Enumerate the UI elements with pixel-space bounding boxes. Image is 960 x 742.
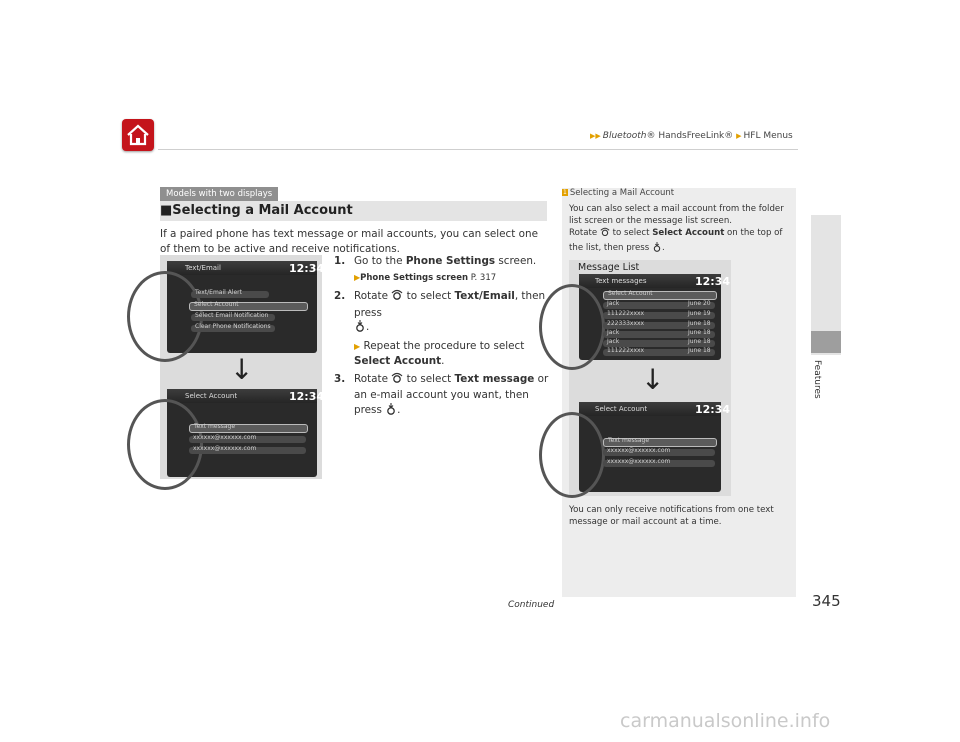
screen-clock: 12:34: [695, 403, 731, 416]
select-account-row[interactable]: Select Account: [608, 290, 653, 297]
note-heading: [562, 188, 674, 198]
step-bold: Text/Email: [454, 290, 515, 302]
step-bold: Text message: [454, 372, 535, 385]
note-paragraph: You can also select a mail account from the folder list screen or the message list screen.: [569, 204, 784, 227]
home-icon[interactable]: [122, 119, 154, 151]
step-text: Rotate: [354, 290, 392, 302]
models-tag: Models with two displays: [160, 187, 278, 202]
note-paragraph: on the top of the list, then press: [569, 228, 783, 253]
watermark: carmanualsonline.info: [620, 710, 831, 732]
step-number: 2.: [334, 290, 346, 302]
reference-page: P. 317: [468, 272, 497, 283]
screen-title: Text/Email: [185, 264, 221, 272]
step-3: 3. Rotate to select Text message or an e-mail account you want, then press .: [334, 372, 549, 420]
message-sender[interactable]: Jack: [607, 338, 620, 345]
header-divider: [158, 149, 798, 150]
menu-item[interactable]: Clear Phone Notifications: [195, 323, 271, 330]
note-bold: Select Account: [652, 228, 725, 239]
message-list-figure: [569, 260, 731, 496]
continued-label: Continued: [508, 600, 555, 610]
screen-clock: 12:34: [289, 262, 325, 275]
left-figure: [160, 255, 325, 479]
message-date: June 18: [688, 329, 711, 336]
knob-arc: [127, 399, 203, 490]
steps-list: [334, 254, 549, 419]
rotate-knob-icon: [391, 372, 403, 389]
step-text: Rotate: [354, 372, 392, 385]
house-icon: [122, 119, 154, 151]
side-tab-text: Features: [812, 360, 822, 399]
step-bold: Select Account: [354, 355, 442, 367]
screen-clock: 12:34: [695, 275, 731, 288]
breadcrumb-item-hfl-menus[interactable]: HFL Menus: [743, 131, 793, 141]
reference-arrow-icon: ▶: [354, 272, 361, 282]
rotate-knob-icon: [600, 227, 610, 241]
step-text: or an e-mail account you want, then press: [354, 372, 549, 416]
screen-title: Select Account: [185, 392, 238, 400]
message-sender[interactable]: Jack: [607, 300, 620, 307]
message-date: June 18: [688, 347, 711, 354]
message-sender[interactable]: 222333xxxx: [607, 320, 645, 327]
message-date: June 18: [688, 338, 711, 345]
screen-select-account: [579, 402, 731, 492]
reference-link[interactable]: Phone Settings screen: [360, 272, 469, 283]
side-tab-marker: [811, 331, 841, 353]
step-text: Repeat the procedure to select: [363, 339, 525, 352]
step-text: Go to the: [354, 255, 406, 267]
screen-clock: 12:34: [289, 390, 325, 403]
menu-item-selected[interactable]: Select Account: [194, 301, 239, 308]
step-bold: Phone Settings: [405, 255, 496, 267]
step-text: to select: [403, 372, 455, 385]
page-number: 345: [812, 592, 841, 610]
breadcrumb-item-bluetooth[interactable]: Bluetooth: [602, 131, 647, 141]
screen-select-account: [167, 389, 325, 477]
screen-title: Text messages: [595, 277, 647, 285]
triangle-icon: ▶: [736, 132, 742, 140]
intro-paragraph: If a paired phone has text message or mail accounts, you can select one of them to be active and receive notifications.: [160, 228, 538, 255]
knob-arc: [539, 412, 605, 498]
account-item[interactable]: xxxxxx@xxxxxx.com: [607, 458, 671, 465]
screen-text-email: [167, 261, 325, 353]
press-knob-icon: [385, 403, 397, 420]
figure-label: Message List: [578, 262, 640, 273]
menu-item[interactable]: Text/Email Alert: [195, 289, 242, 296]
step-text: .: [441, 355, 445, 367]
step-number: 1.: [334, 255, 346, 267]
down-arrow-icon: ↓: [230, 353, 254, 386]
message-sender[interactable]: 111222xxxx: [607, 347, 645, 354]
down-arrow-icon: ↓: [641, 363, 665, 396]
note-marker-icon: 1: [563, 189, 567, 196]
message-date: June 19: [688, 310, 711, 317]
side-tab-label[interactable]: [808, 360, 824, 420]
knob-arc: [539, 284, 605, 370]
note-text: You can also select a mail account from the folder list screen or the message list screen. Rotate to select Select Account on the top of the list, then press .: [569, 203, 791, 256]
press-knob-icon: [652, 242, 662, 256]
step-2-sub: [354, 339, 549, 369]
account-item[interactable]: xxxxxx@xxxxxx.com: [193, 445, 257, 452]
menu-item[interactable]: Select Email Notification: [195, 312, 269, 319]
account-item[interactable]: xxxxxx@xxxxxx.com: [607, 447, 671, 454]
note-heading-text: Selecting a Mail Account: [569, 188, 675, 198]
section-title: ■Selecting a Mail Account: [160, 203, 353, 218]
message-sender[interactable]: 111222xxxx: [607, 310, 645, 317]
account-item-selected[interactable]: Text message: [608, 437, 650, 444]
substep-arrow-icon: ▶: [354, 341, 361, 351]
message-sender[interactable]: Jack: [607, 329, 620, 336]
press-knob-icon: [354, 320, 366, 337]
step-text: screen.: [495, 255, 537, 267]
screen-text-messages: [579, 274, 731, 360]
step-2: 2. Rotate to select Text/Email, then press . ▶ Repeat the procedure to select Select Account.: [334, 289, 549, 369]
step-text: to select: [403, 290, 455, 302]
breadcrumb-item-hfl[interactable]: ® HandsFreeLink®: [646, 131, 734, 141]
account-item[interactable]: xxxxxx@xxxxxx.com: [193, 434, 257, 441]
step-1-reference[interactable]: [334, 271, 549, 286]
message-date: June 18: [688, 320, 711, 327]
account-item-selected[interactable]: Text message: [194, 423, 236, 430]
step-1: [334, 254, 549, 269]
note-paragraph: to select: [609, 228, 653, 239]
rotate-knob-icon: [391, 289, 403, 306]
step-number: 3.: [334, 372, 346, 385]
message-date: June 20: [688, 300, 711, 307]
step-text: , then press: [354, 290, 546, 319]
note-paragraph: Rotate: [569, 228, 600, 239]
breadcrumb: [590, 131, 793, 141]
triangle-icon: ▶▶: [590, 132, 601, 140]
screen-title: Select Account: [595, 405, 648, 413]
note-bottom-text: You can only receive notifications from one text message or mail account at a time.: [569, 505, 774, 528]
